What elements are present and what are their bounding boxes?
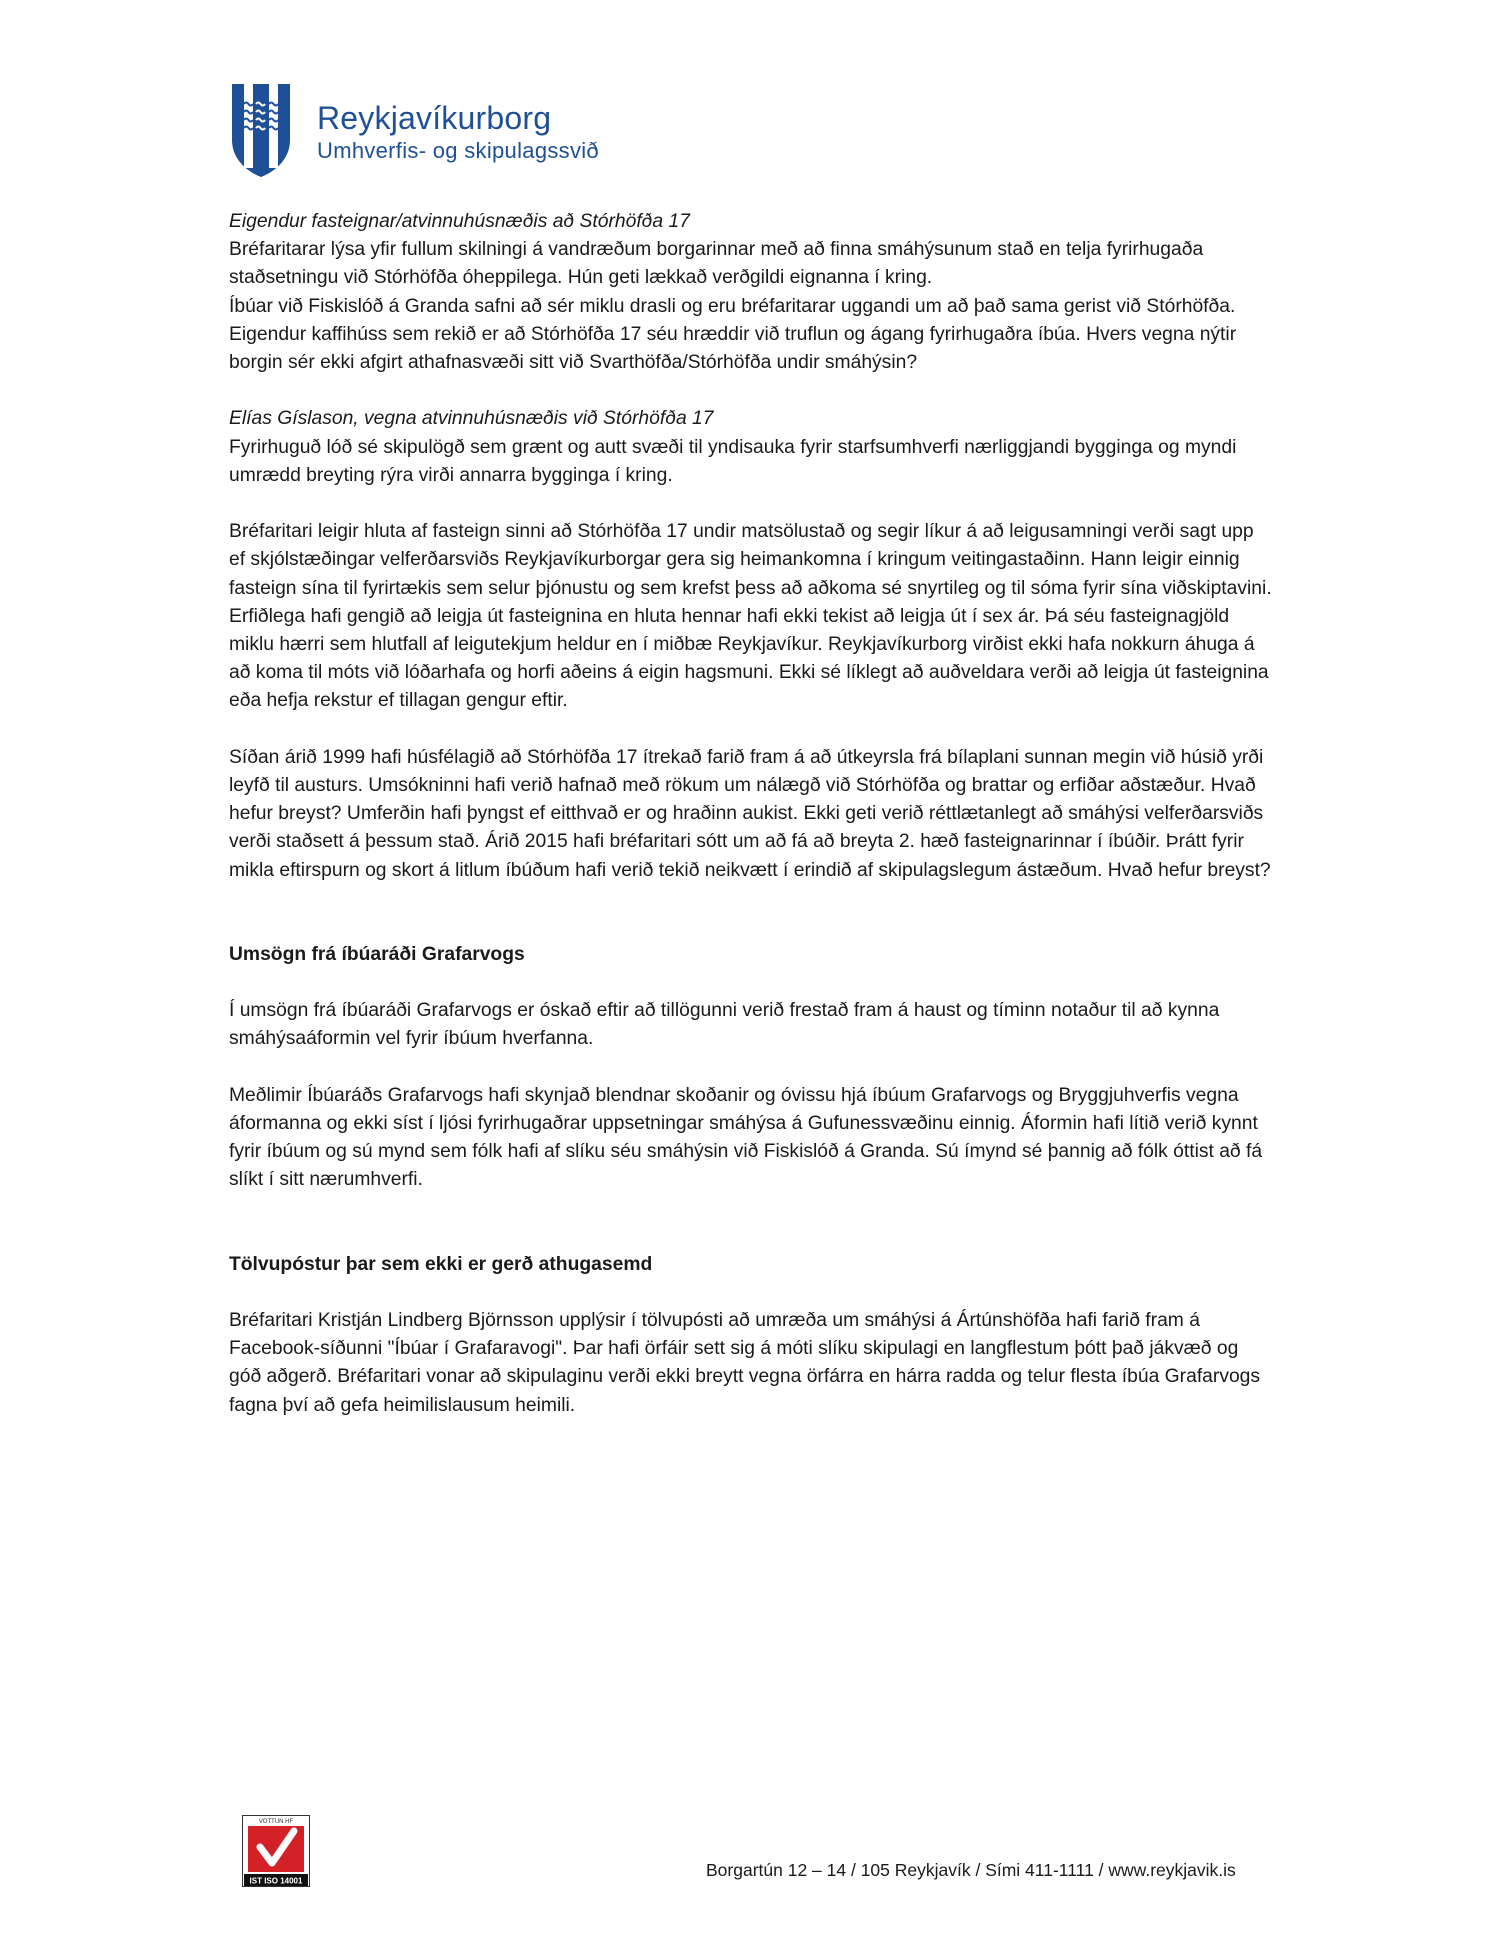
paragraph: Bréfaritarar lýsa yfir fullum skilningi á vandræðum borgarinnar með að finna smáhýsunum stað en telja fyrirhugaða staðsetningu við Stórhöfða óheppilega. Hún geti lækkað verðgildi eignanna í kring. bbox=[229, 239, 1204, 289]
paragraph: Fyrirhuguð lóð sé skipulögð sem grænt og autt svæði til yndisauka fyrir starfsumhverfi nærliggjandi bygginga og myndi umrædd breyting rýra virði annarra bygginga í kring. bbox=[229, 436, 1237, 486]
cert-top-label: VOTTUN HF bbox=[258, 1819, 294, 1825]
section-heading-elias: Elías Gíslason, vegna atvinnuhúsnæðis við Stórhöfða 17 bbox=[229, 408, 714, 430]
department-name: Umhverfis- og skipulagssvið bbox=[317, 138, 599, 163]
section-heading-email: Tölvupóstur þar sem ekki er gerð athugasemd bbox=[229, 1253, 653, 1275]
paragraph: Síðan árið 1999 hafi húsfélagið að Stórhöfða 17 ítrekað farið fram á að útkeyrsla frá bílaplani sunnan megin við húsið yrði leyfð til austurs. Umsókninni hafi verið hafnað með rökum um nálægð við Stórhöfða og brattar og erfiðar aðstæður. Hvað hefur breyst? Umferðin hafi þyngst ef eitthvað er og hraðinn aukist. Ekki geti verið réttlætanlegt að smáhýsi velferðarsviðs verði staðsett á þessum stað. Árið 2015 hafi bréfaritari sótt um að fá að breyta 2. hæð fasteignarinnar í íbúðir. Þrátt fyrir mikla eftirspurn og skort á litlum íbúðum hafi verið tekið neikvætt í erindið af skipulagslegum ástæðum. Hvað hefur breyst? bbox=[229, 746, 1271, 881]
paragraph: Í umsögn frá íbúaráði Grafarvogs er óskað eftir að tillögunni verið frestað fram á haust og tíminn notaður til að kynna smáhýsaáformin vel fyrir íbúum hverfanna. bbox=[229, 1000, 1220, 1050]
paragraph: Íbúar við Fiskislóð á Granda safni að sér miklu drasli og eru bréfaritarar uggandi um að það sama gerist við Stórhöfða. Eigendur kaffihúss sem rekið er að Stórhöfða 17 séu hræddir við truflun og ágang fyrirhugaðra íbúa. Hvers vegna nýtir borgin sér ekki afgirt athafnasvæði sitt við Svarthöfða/Stórhöfða undir smáhýsin? bbox=[229, 295, 1237, 374]
paragraph: Bréfaritari Kristján Lindberg Björnsson upplýsir í tölvupósti að umræða um smáhýsi á Ártúnshöfða hafi farið fram á Facebook-síðunni "Íbúar í Grafaravogi". Þar hafi örfáir sett sig á móti slíku skipulagi en langflestum þótt það jákvæð og góð aðgerð. Bréfaritari vonar að skipulaginu verði ekki breytt vegna örfárra en hárra radda og telur flesta íbúa Grafarvogs fagna því að gefa heimilislausum heimili. bbox=[229, 1310, 1261, 1416]
paragraph: Meðlimir Íbúaráðs Grafarvogs hafi skynjað blendnar skoðanir og óvissu hjá íbúum Grafarvogs og Bryggjuhverfis vegna áformanna og ekki síst í ljósi fyrirhugaðrar uppsetningar smáhýsa á Gufunessvæðinu einnig. Áformin hafi lítið verið kynnt fyrir íbúum og sú mynd sem fólk hafi af slíku séu smáhýsin við Fiskislóð á Granda. Sú ímynd sé þannig að fólk óttist að fá slíkt í sitt nærumhverfi. bbox=[229, 1084, 1263, 1191]
section-heading-residents-council: Umsögn frá íbúaráði Grafarvogs bbox=[229, 943, 525, 965]
section-heading-owners: Eigendur fasteignar/atvinnuhúsnæðis að Stórhöfða 17 bbox=[229, 211, 690, 232]
paragraph: Bréfaritari leigir hluta af fasteign sinni að Stórhöfða 17 undir matsölustað og segir líkur á að leigusamningi verði sagt upp ef skjólstæðingar velferðarsviðs Reykjavíkurborgar gera sig heimankomna í kringum veitingastaðinn. Hann leigir einnig fasteign sína til fyrirtækis sem selur þjónustu og sem krefst þess að aðkoma sé snyrtileg og til sóma fyrir sína viðskiptavini. Erfiðlega hafi gengið að leigja út fasteignina en hluta hennar hafi ekki tekist að leigja út í sex ár. Þá séu fasteignagjöld miklu hærri sem hlutfall af leigutekjum heldur en í miðbæ Reykjavíkur. Reykjavíkurborg virðist ekki hafa nokkurn áhuga á að koma til móts við lóðarhafa og horfi aðeins á eigin hagsmuni. Ekki sé líklegt að auðveldara verði að leigja út fasteignina eða hefja rekstur ef tillagan gengur eftir. bbox=[229, 521, 1272, 712]
iso-certification-icon bbox=[242, 1815, 310, 1887]
document-body bbox=[229, 208, 1274, 1420]
header-logo bbox=[230, 82, 630, 182]
reykjavik-shield-icon bbox=[230, 82, 292, 178]
org-name: Reykjavíkurborg bbox=[317, 100, 552, 136]
footer-address: Borgartún 12 – 14 / 105 Reykjavík / Sími 411-1111 / www.reykjavik.is bbox=[706, 1860, 1236, 1880]
cert-bottom-label: IST ISO 14001 bbox=[249, 1876, 303, 1886]
